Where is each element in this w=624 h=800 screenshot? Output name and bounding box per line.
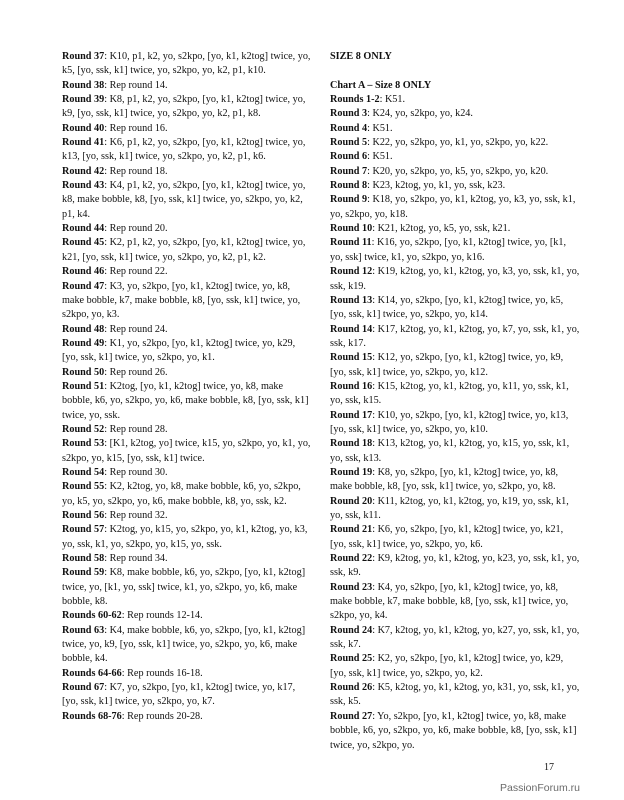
pattern-round-entry [330,107,580,121]
round-label: Round 53 [62,438,105,450]
pattern-round-entry [62,50,312,79]
round-instructions: : Rep round 34. [104,553,168,565]
pattern-round-entry [62,380,312,423]
round-label: Round 63 [62,624,105,636]
round-instructions: : K3, yo, s2kpo, [yo, k1, k2tog] twice, yo, k8, make bobble, k7, make bobble, k8, [yo, ssk, k1] twice, yo, s2kpo, yo, k3. [62,280,301,321]
pattern-round-entry [330,523,580,552]
round-instructions: : K13, k2tog, yo, k1, k2tog, yo, k15, yo, ssk, k1, yo, ssk, k13. [330,438,570,464]
pattern-round-entry [330,136,580,150]
pattern-round-entry [330,236,580,265]
round-instructions: : K14, yo, s2kpo, [yo, k1, k2tog] twice, yo, k5, [yo, ssk, k1] twice, yo, s2kpo, yo, k14. [330,294,564,321]
pattern-round-entry [330,165,580,179]
round-instructions: : K20, yo, s2kpo, yo, k5, yo, s2kpo, yo, k20. [367,165,549,177]
round-instructions: : Rep round 14. [104,79,168,91]
round-instructions: : K10, yo, s2kpo, [yo, k1, k2tog] twice, yo, k13, [yo, ssk, k1] twice, yo, s2kpo, yo, k10. [330,409,569,435]
round-label: Round 13 [330,294,373,306]
round-label: Round 56 [62,510,105,521]
round-label: Round 7 [330,165,368,177]
round-label: Round 22 [330,553,373,565]
pattern-round-entry [330,466,580,495]
round-instructions: : K2, k2tog, yo, k8, make bobble, k6, yo, s2kpo, yo, k5, yo, s2kpo, yo, k6, make bobble, k8, yo, ssk, k2. [62,481,301,507]
pattern-round-entry [62,566,312,609]
round-label: Round 47 [62,280,105,292]
round-label: Round 5 [330,137,368,149]
pattern-round-entry [62,165,312,179]
pattern-round-entry [330,681,580,710]
round-label: Round 12 [330,266,373,278]
pattern-round-entry [62,423,312,437]
round-label: Round 15 [330,352,373,364]
round-instructions: : K4, p1, k2, yo, s2kpo, [yo, k1, k2tog] twice, yo, k8, make bobble, k8, [yo, ssk, k1] twice, yo, s2kpo, yo, k2, p1, k4. [62,180,306,220]
pattern-round-entry [62,179,312,222]
round-label: Round 17 [330,409,373,421]
round-instructions: : K4, yo, s2kpo, [yo, k1, k2tog] twice, yo, k8, make bobble, k7, make bobble, k8, [yo, ssk, k1] twice, yo, s2kpo, yo, k4. [330,581,569,622]
pattern-round-entry [330,495,580,524]
round-label: Round 24 [330,624,373,636]
pattern-round-entry [62,480,312,509]
round-instructions: : Rep rounds 20-28. [121,710,203,722]
round-instructions: : K8, yo, s2kpo, [yo, k1, k2tog] twice, yo, k8, make bobble, k8, [yo, ssk, k1] twice, yo, s2kpo, yo, k8. [330,466,559,493]
round-instructions: : K1, yo, s2kpo, [yo, k1, k2tog] twice, yo, k29, [yo, ssk, k1] twice, yo, s2kpo, yo, k1. [62,337,296,364]
round-label: Round 38 [62,79,105,91]
round-instructions: : K16, yo, s2kpo, [yo, k1, k2tog] twice, yo, [k1, yo, ssk] twice, k1, yo, s2kpo, yo, k16. [330,237,567,263]
pattern-round-entry [62,337,312,366]
pattern-round-entry [62,93,312,122]
round-label: Round 37 [62,51,105,62]
round-label: Round 3 [330,108,368,120]
round-instructions: : K17, k2tog, yo, k1, k2tog, yo, k7, yo, ssk, k1, yo, ssk, k17. [330,323,580,349]
pattern-round-entry [330,222,580,236]
round-instructions: : K19, k2tog, yo, k1, k2tog, yo, k3, yo, ssk, k1, yo, ssk, k19. [330,266,580,292]
round-instructions: : K24, yo, s2kpo, yo, k24. [367,108,473,120]
round-instructions: : K21, k2tog, yo, k5, yo, ssk, k21. [372,223,511,235]
round-label: Round 10 [330,223,373,235]
round-label: Round 25 [330,653,373,665]
pattern-round-entry [62,323,312,337]
round-instructions: : K10, p1, k2, yo, s2kpo, [yo, k1, k2tog] twice, yo, k5, [yo, ssk, k1] twice, yo, s2kpo, yo, k2, p1, k10. [62,51,311,77]
pattern-round-entry [62,236,312,265]
pattern-round-entry [62,523,312,552]
pattern-round-entry [330,409,580,438]
chart-heading: Chart A – Size 8 ONLY [330,79,432,91]
round-label: Round 26 [330,682,373,694]
round-label: Round 27 [330,710,373,722]
round-instructions: : K22, yo, s2kpo, yo, k1, yo, s2kpo, yo, k22. [367,137,549,149]
pattern-round-entry [330,179,580,193]
round-label: Rounds 64-66 [62,667,122,679]
round-label: Round 57 [62,524,105,536]
round-label: Round 16 [330,380,373,392]
round-label: Round 50 [62,366,105,378]
round-label: Round 51 [62,380,105,392]
round-label: Round 21 [330,524,373,536]
round-instructions: : [K1, k2tog, yo] twice, k15, yo, s2kpo, yo, k1, yo, s2kpo, yo, k15, [yo, ssk, k1] twice. [62,438,311,464]
round-instructions: : K51. [367,151,393,163]
pattern-round-entry [62,122,312,136]
round-label: Round 42 [62,165,105,177]
round-instructions: : Yo, s2kpo, [yo, k1, k2tog] twice, yo, k8, make bobble, k6, yo, s2kpo, yo, k6, make bobble, k8, [yo, ssk, k1] twice, yo, s2kpo, yo. [330,710,577,751]
right-column [330,50,580,753]
round-label: Round 48 [62,323,105,335]
round-instructions: : K15, k2tog, yo, k1, k2tog, yo, k11, yo, ssk, k1, yo, ssk, k15. [330,380,569,407]
round-instructions: : K2, yo, s2kpo, [yo, k1, k2tog] twice, yo, k29, [yo, ssk, k1] twice, yo, s2kpo, yo, k2. [330,653,564,679]
round-instructions: : K18, yo, s2kpo, yo, k1, k2tog, yo, k3, yo, ssk, k1, yo, s2kpo, yo, k18. [330,194,576,220]
round-instructions: : Rep rounds 16-18. [121,667,203,679]
round-label: Round 14 [330,323,373,335]
round-label: Rounds 60-62 [62,610,122,622]
round-instructions: : Rep round 16. [104,122,168,134]
round-instructions: : K4, make bobble, k6, yo, s2kpo, [yo, k1, k2tog] twice, yo, k9, [yo, ssk, k1] twice, yo, s2kpo, yo, k6, make bobble, k4. [62,624,306,665]
round-label: Round 19 [330,466,373,478]
footer-site-watermark: PassionForum.ru [500,782,580,794]
round-instructions: : Rep round 22. [104,266,168,278]
round-instructions: : Rep round 30. [104,466,168,478]
pattern-round-entry [330,380,580,409]
round-instructions: : Rep round 28. [104,423,168,435]
round-instructions: : K7, k2tog, yo, k1, k2tog, yo, k27, yo, ssk, k1, yo, ssk, k7. [330,624,580,651]
round-label: Round 43 [62,180,105,192]
round-instructions: : K11, k2tog, yo, k1, k2tog, yo, k19, yo, ssk, k1, yo, ssk, k11. [330,495,569,521]
pattern-round-entry [62,265,312,279]
pattern-round-entry [62,437,312,466]
round-instructions: : K2tog, yo, k15, yo, s2kpo, yo, k1, k2tog, yo, k3, yo, ssk, k1, yo, s2kpo, yo, k15, yo, ssk. [62,524,308,550]
round-label: Round 4 [330,122,368,134]
round-instructions: : K2, p1, k2, yo, s2kpo, [yo, k1, k2tog] twice, yo, k21, [yo, ssk, k1] twice, yo, s2kpo, yo, k2, p1, k2. [62,237,306,263]
pattern-round-entry [62,509,312,523]
round-label: Round 40 [62,122,105,134]
round-label: Round 49 [62,337,105,349]
pattern-round-entry [62,552,312,566]
round-label: Round 8 [330,180,368,192]
pattern-round-entry [330,351,580,380]
pattern-round-entry [62,366,312,380]
round-label: Rounds 68-76 [62,710,122,722]
round-instructions: : K2tog, [yo, k1, k2tog] twice, yo, k8, make bobble, k6, yo, s2kpo, yo, k6, make bobble, k8, [yo, ssk, k1] twice, yo, ssk. [62,380,309,421]
round-instructions: : Rep round 18. [104,165,168,177]
round-instructions: : Rep round 26. [104,366,168,378]
round-instructions: : K51. [379,94,406,106]
pattern-round-entry [330,93,580,107]
round-instructions: : K8, make bobble, k6, yo, s2kpo, [yo, k1, k2tog] twice, yo, [k1, yo, ssk] twice, k1, yo, s2kpo, yo, k6, make bobble, k8. [62,567,306,608]
right-entries [330,93,580,753]
round-instructions: : K5, k2tog, yo, k1, k2tog, yo, k31, yo, ssk, k1, yo, ssk, k5. [330,682,580,708]
pattern-round-entry [62,710,312,724]
round-instructions: : Rep round 24. [104,323,168,335]
size-heading: SIZE 8 ONLY [330,51,392,62]
round-label: Round 18 [330,438,373,450]
round-label: Round 20 [330,495,373,507]
round-instructions: : K12, yo, s2kpo, [yo, k1, k2tog] twice, yo, k9, [yo, ssk, k1] twice, yo, s2kpo, yo, k12. [330,352,564,378]
round-instructions: : K23, k2tog, yo, k1, yo, ssk, k23. [367,180,506,192]
pattern-round-entry [62,681,312,710]
page-number: 17 [544,762,554,773]
pattern-round-entry [330,437,580,466]
pattern-round-entry [62,280,312,323]
pattern-round-entry [330,294,580,323]
pattern-round-entry [330,581,580,624]
round-label: Round 52 [62,423,105,435]
round-label: Round 41 [62,137,105,149]
round-label: Round 54 [62,466,105,478]
round-label: Round 6 [330,151,368,163]
pattern-round-entry [330,193,580,222]
round-instructions: : K9, k2tog, yo, k1, k2tog, yo, k23, yo, ssk, k1, yo, ssk, k9. [330,553,580,579]
round-instructions: : K51. [367,122,393,134]
pattern-round-entry [62,222,312,236]
pattern-round-entry [62,466,312,480]
pattern-round-entry [330,265,580,294]
pattern-round-entry [62,79,312,93]
round-label: Round 46 [62,266,105,278]
pattern-round-entry [330,624,580,653]
round-instructions: : Rep rounds 12-14. [121,610,203,622]
pattern-round-entry [330,323,580,352]
round-instructions: : K7, yo, s2kpo, [yo, k1, k2tog] twice, yo, k17, [yo, ssk, k1] twice, yo, s2kpo, yo, k7. [62,682,296,708]
round-label: Round 9 [330,194,368,206]
pattern-round-entry [330,552,580,581]
round-instructions: : K6, yo, s2kpo, [yo, k1, k2tog] twice, yo, k21, [yo, ssk, k1] twice, yo, s2kpo, yo, k6. [330,524,564,550]
round-label: Round 23 [330,581,373,593]
round-label: Round 44 [62,223,105,235]
pattern-round-entry [62,136,312,165]
pattern-round-entry [330,122,580,136]
pattern-round-entry [330,150,580,164]
pattern-round-entry [62,609,312,623]
round-label: Round 11 [330,237,372,249]
round-instructions: : K8, p1, k2, yo, s2kpo, [yo, k1, k2tog] twice, yo, k9, [yo, ssk, k1] twice, yo, s2kpo, yo, k2, p1, k8. [62,94,306,120]
round-label: Round 39 [62,94,105,106]
pattern-round-entry [62,624,312,667]
pattern-round-entry [62,667,312,681]
round-instructions: : K6, p1, k2, yo, s2kpo, [yo, k1, k2tog] twice, yo, k13, [yo, ssk, k1] twice, yo, s2kpo, yo, k2, p1, k6. [62,137,306,163]
round-label: Round 45 [62,237,105,249]
round-instructions: : Rep round 32. [104,510,168,521]
round-label: Round 55 [62,481,105,493]
round-label: Round 58 [62,553,105,565]
round-label: Rounds 1-2 [330,94,380,106]
pattern-round-entry [330,652,580,681]
round-label: Round 59 [62,567,105,579]
left-column [62,50,312,724]
pattern-round-entry [330,710,580,753]
round-instructions: : Rep round 20. [104,223,168,235]
round-label: Round 67 [62,682,105,694]
